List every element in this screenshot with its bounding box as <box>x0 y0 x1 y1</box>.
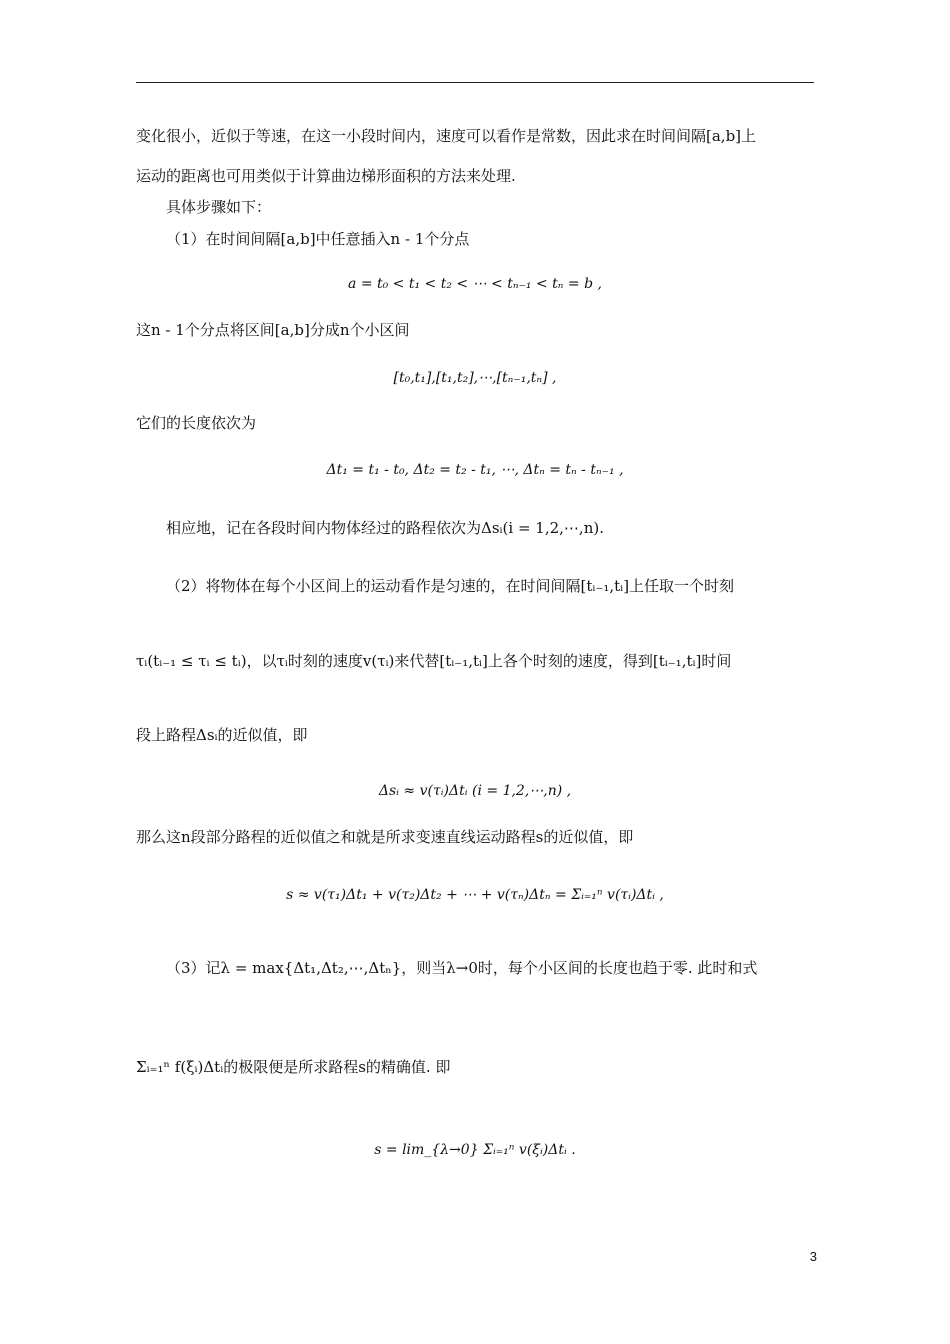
step-1-line: （1）在时间间隔[a,b]中任意插入n - 1个分点 <box>166 230 470 248</box>
equation-intervals: [t₀,t₁],[t₁,t₂],⋯,[tₙ₋₁,tₙ] , <box>393 370 557 386</box>
equation-lengths: Δt₁ = t₁ - t₀, Δt₂ = t₂ - t₁, ⋯, Δtₙ = tₙ - tₙ₋₁ , <box>326 462 624 478</box>
equation-approx-segment: Δsᵢ ≈ v(τᵢ)Δtᵢ (i = 1,2,⋯,n) , <box>378 783 572 799</box>
step-2-line: （2）将物体在每个小区间上的运动看作是匀速的，在时间间隔[tᵢ₋₁,tᵢ]上任取一个时刻 <box>166 577 735 595</box>
paragraph-line-11: 那么这n段部分路程的近似值之和就是所求变速直线运动路程s的近似值，即 <box>136 828 634 846</box>
step-3-line: （3）记λ = max{Δt₁,Δt₂,⋯,Δtₙ}，则当λ→0时，每个小区间的长度也趋于零. 此时和式 <box>166 959 758 977</box>
equation-limit: s = lim_{λ→0} Σᵢ₌₁ⁿ v(ξᵢ)Δtᵢ . <box>374 1142 576 1158</box>
paragraph-line-2: 运动的距离也可用类似于计算曲边梯形面积的方法来处理. <box>136 167 516 185</box>
paragraph-line-10: 段上路程Δsᵢ的近似值，即 <box>136 726 308 744</box>
equation-partition: a = t₀ < t₁ < t₂ < ⋯ < tₙ₋₁ < tₙ = b , <box>348 276 602 292</box>
paragraph-line-9: τᵢ(tᵢ₋₁ ≤ τᵢ ≤ tᵢ)，以τᵢ时刻的速度v(τᵢ)来代替[tᵢ₋₁,tᵢ]上各个时刻的速度，得到[tᵢ₋₁,tᵢ]时间 <box>136 652 732 670</box>
equation-approx-sum: s ≈ v(τ₁)Δt₁ + v(τ₂)Δt₂ + ⋯ + v(τₙ)Δtₙ = Σᵢ₌₁ⁿ v(τᵢ)Δtᵢ , <box>286 887 664 903</box>
header-rule <box>136 82 814 83</box>
paragraph-line-3: 具体步骤如下： <box>166 198 272 216</box>
paragraph-line-7: 相应地，记在各段时间内物体经过的路程依次为Δsᵢ(i = 1,2,⋯,n). <box>166 519 604 537</box>
page-number: 3 <box>809 1249 817 1264</box>
paragraph-line-6: 它们的长度依次为 <box>136 414 257 432</box>
paragraph-line-1: 变化很小，近似于等速，在这一小段时间内，速度可以看作是常数，因此求在时间间隔[a,b]上 <box>136 127 757 145</box>
paragraph-line-5: 这n - 1个分点将区间[a,b]分成n个小区间 <box>136 321 410 339</box>
paragraph-line-13: Σᵢ₌₁ⁿ f(ξᵢ)Δtᵢ的极限便是所求路程s的精确值. 即 <box>136 1058 451 1076</box>
